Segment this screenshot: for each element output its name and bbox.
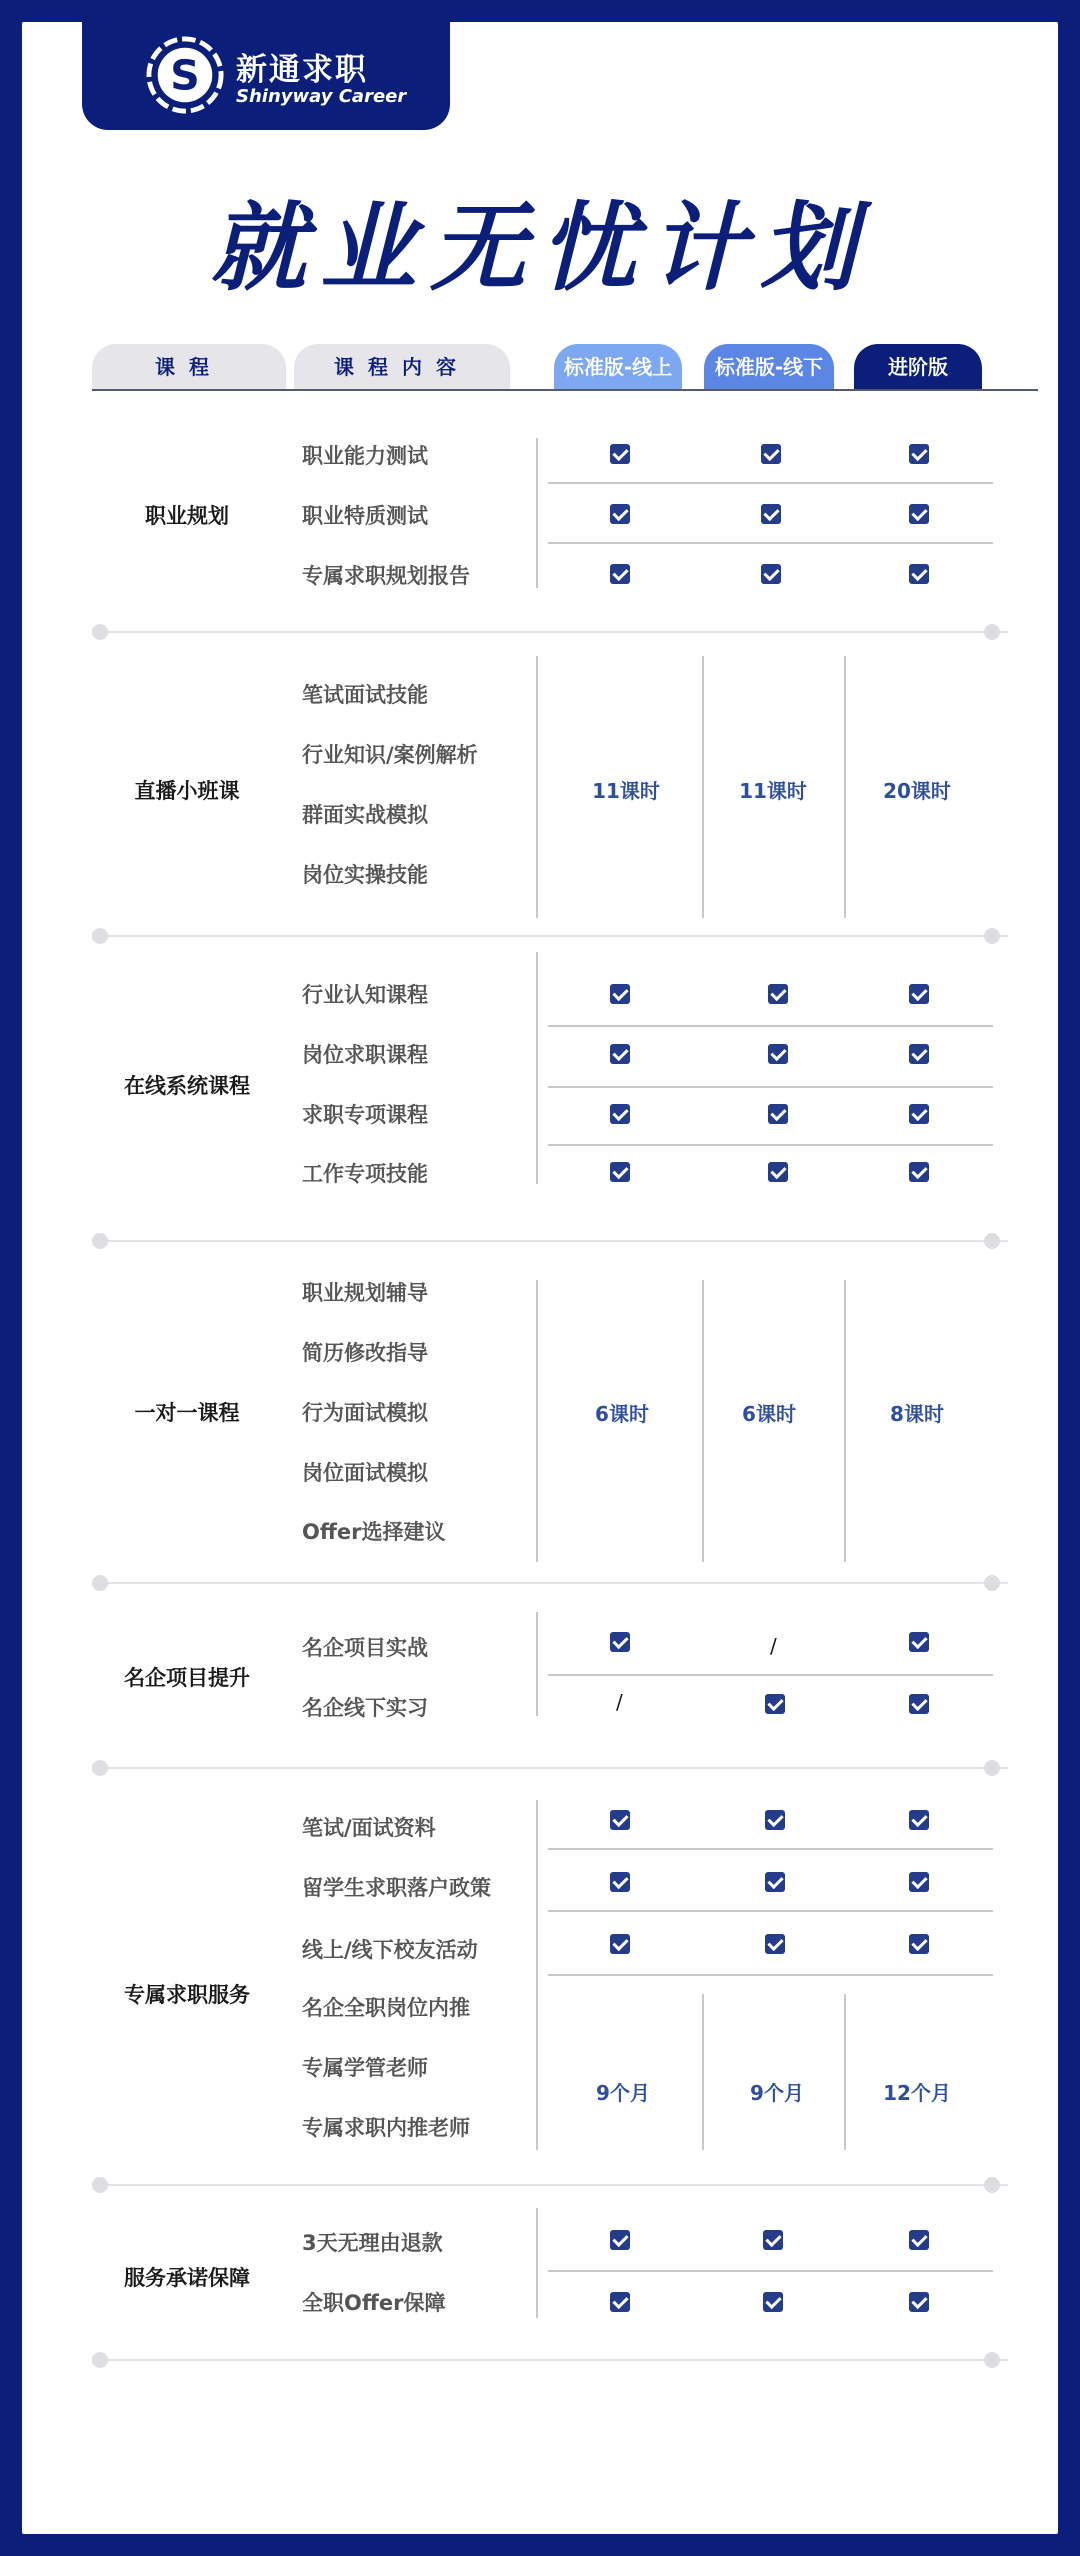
value-online: 6课时: [595, 1402, 649, 1426]
item-label: 3天无理由退款: [302, 2231, 443, 2255]
separator-dot: [984, 2177, 1000, 2193]
row-divider: [548, 1674, 993, 1676]
page: [22, 22, 1058, 2534]
header-content: 课程内容: [294, 344, 510, 390]
check-icon: [763, 2230, 783, 2250]
item-label: 岗位求职课程: [302, 1043, 428, 1067]
check-icon: [763, 2292, 783, 2312]
item-label: 行为面试模拟: [302, 1401, 428, 1425]
category-label: 名企项目提升: [124, 1666, 250, 1690]
item-label: 全职Offer保障: [302, 2291, 446, 2315]
separator-dot: [984, 928, 1000, 944]
separator-dot: [984, 1760, 1000, 1776]
svg-text:S: S: [170, 51, 200, 100]
row-divider: [548, 1848, 993, 1850]
check-icon: [768, 1104, 788, 1124]
row-divider: [548, 1910, 993, 1912]
check-icon: [909, 504, 929, 524]
check-icon: [909, 1044, 929, 1064]
separator-dot: [984, 2352, 1000, 2368]
separator-dot: [984, 624, 1000, 640]
separator-dot: [92, 2352, 108, 2368]
check-icon: [768, 984, 788, 1004]
row-divider: [548, 542, 993, 544]
row-divider: [548, 2270, 993, 2272]
check-icon: [909, 2230, 929, 2250]
section-separator: [100, 631, 1008, 633]
check-icon: [610, 984, 630, 1004]
item-label: 留学生求职落户政策: [302, 1876, 491, 1900]
separator-dot: [984, 1575, 1000, 1591]
item-label: 简历修改指导: [302, 1341, 428, 1365]
divider: [536, 656, 538, 918]
divider: [844, 1994, 846, 2150]
header-plan-offline: 标准版-线下: [704, 344, 834, 390]
item-label: 行业知识/案例解析: [302, 743, 478, 767]
divider: [536, 1800, 538, 2150]
category-label: 在线系统课程: [124, 1074, 250, 1098]
separator-dot: [92, 1575, 108, 1591]
check-icon: [909, 1810, 929, 1830]
separator-dot: [92, 2177, 108, 2193]
category-label: 直播小班课: [134, 779, 240, 803]
section-separator: [100, 1240, 1008, 1242]
check-icon: [610, 564, 630, 584]
check-icon: [909, 1872, 929, 1892]
page-title: 就业无忧计划: [210, 192, 870, 304]
item-label: 工作专项技能: [302, 1162, 428, 1186]
separator-dot: [92, 928, 108, 944]
item-label: 专属求职规划报告: [302, 564, 470, 588]
section-separator: [100, 1582, 1008, 1584]
check-icon: [610, 1104, 630, 1124]
brand-name-en: Shinyway Career: [236, 86, 407, 107]
item-label: 笔试/面试资料: [302, 1816, 436, 1840]
value-advanced: 8课时: [890, 1402, 944, 1426]
header-underline: [92, 389, 1038, 391]
value-offline: 9个月: [750, 2081, 804, 2105]
divider: [536, 2208, 538, 2318]
divider: [536, 438, 538, 588]
not-included-mark: /: [616, 1690, 623, 1714]
item-label: 职业能力测试: [302, 444, 428, 468]
check-icon: [909, 1934, 929, 1954]
brand-logo-tab: [82, 22, 450, 130]
section-separator: [100, 935, 1008, 937]
check-icon: [909, 444, 929, 464]
row-divider: [548, 1974, 993, 1976]
category-label: 服务承诺保障: [124, 2266, 250, 2290]
check-icon: [909, 1162, 929, 1182]
divider: [702, 656, 704, 918]
divider: [844, 1280, 846, 1562]
check-icon: [765, 1694, 785, 1714]
divider: [536, 1612, 538, 1716]
row-divider: [548, 1025, 993, 1027]
check-icon: [610, 1810, 630, 1830]
check-icon: [610, 2230, 630, 2250]
item-label: 岗位实操技能: [302, 863, 428, 887]
check-icon: [909, 984, 929, 1004]
check-icon: [909, 1694, 929, 1714]
category-label: 专属求职服务: [124, 1983, 250, 2007]
divider: [536, 952, 538, 1184]
row-divider: [548, 1144, 993, 1146]
check-icon: [610, 504, 630, 524]
section-separator: [100, 2359, 1008, 2361]
item-label: 专属学管老师: [302, 2056, 428, 2080]
header-course: 课程: [92, 344, 286, 390]
check-icon: [768, 1044, 788, 1064]
brand-name-cn: 新通求职: [236, 52, 368, 88]
section-separator: [100, 2184, 1008, 2186]
check-icon: [610, 1162, 630, 1182]
check-icon: [610, 1632, 630, 1652]
item-label: 职业特质测试: [302, 504, 428, 528]
item-label: 行业认知课程: [302, 983, 428, 1007]
check-icon: [765, 1810, 785, 1830]
header-plan-advanced: 进阶版: [854, 344, 982, 390]
check-icon: [761, 504, 781, 524]
check-icon: [765, 1934, 785, 1954]
check-icon: [761, 564, 781, 584]
check-icon: [909, 564, 929, 584]
check-icon: [909, 1632, 929, 1652]
divider: [844, 656, 846, 918]
not-included-mark: /: [770, 1634, 777, 1658]
check-icon: [610, 444, 630, 464]
value-offline: 6课时: [742, 1402, 796, 1426]
check-icon: [909, 1104, 929, 1124]
separator-dot: [92, 624, 108, 640]
value-advanced: 12个月: [883, 2081, 951, 2105]
value-online: 9个月: [596, 2081, 650, 2105]
header-plan-online: 标准版-线上: [554, 344, 682, 390]
check-icon: [610, 1044, 630, 1064]
row-divider: [548, 482, 993, 484]
check-icon: [761, 444, 781, 464]
value-offline: 11课时: [739, 779, 807, 803]
value-advanced: 20课时: [883, 779, 951, 803]
separator-dot: [984, 1233, 1000, 1249]
divider: [702, 1280, 704, 1562]
section-separator: [100, 1767, 1008, 1769]
check-icon: [610, 2292, 630, 2312]
item-label: Offer选择建议: [302, 1520, 446, 1544]
item-label: 岗位面试模拟: [302, 1461, 428, 1485]
category-label: 一对一课程: [134, 1401, 240, 1425]
item-label: 职业规划辅导: [302, 1281, 428, 1305]
item-label: 名企全职岗位内推: [302, 1996, 470, 2020]
item-label: 名企线下实习: [302, 1696, 428, 1720]
divider: [702, 1994, 704, 2150]
value-online: 11课时: [592, 779, 660, 803]
check-icon: [610, 1934, 630, 1954]
check-icon: [909, 2292, 929, 2312]
item-label: 群面实战模拟: [302, 803, 428, 827]
category-label: 职业规划: [145, 504, 229, 528]
separator-dot: [92, 1760, 108, 1776]
check-icon: [768, 1162, 788, 1182]
item-label: 求职专项课程: [302, 1103, 428, 1127]
item-label: 专属求职内推老师: [302, 2116, 470, 2140]
separator-dot: [92, 1233, 108, 1249]
brand-logo-icon: [146, 36, 224, 114]
divider: [536, 1280, 538, 1562]
item-label: 线上/线下校友活动: [302, 1938, 478, 1962]
check-icon: [610, 1872, 630, 1892]
item-label: 笔试面试技能: [302, 683, 428, 707]
check-icon: [765, 1872, 785, 1892]
item-label: 名企项目实战: [302, 1636, 428, 1660]
row-divider: [548, 1086, 993, 1088]
